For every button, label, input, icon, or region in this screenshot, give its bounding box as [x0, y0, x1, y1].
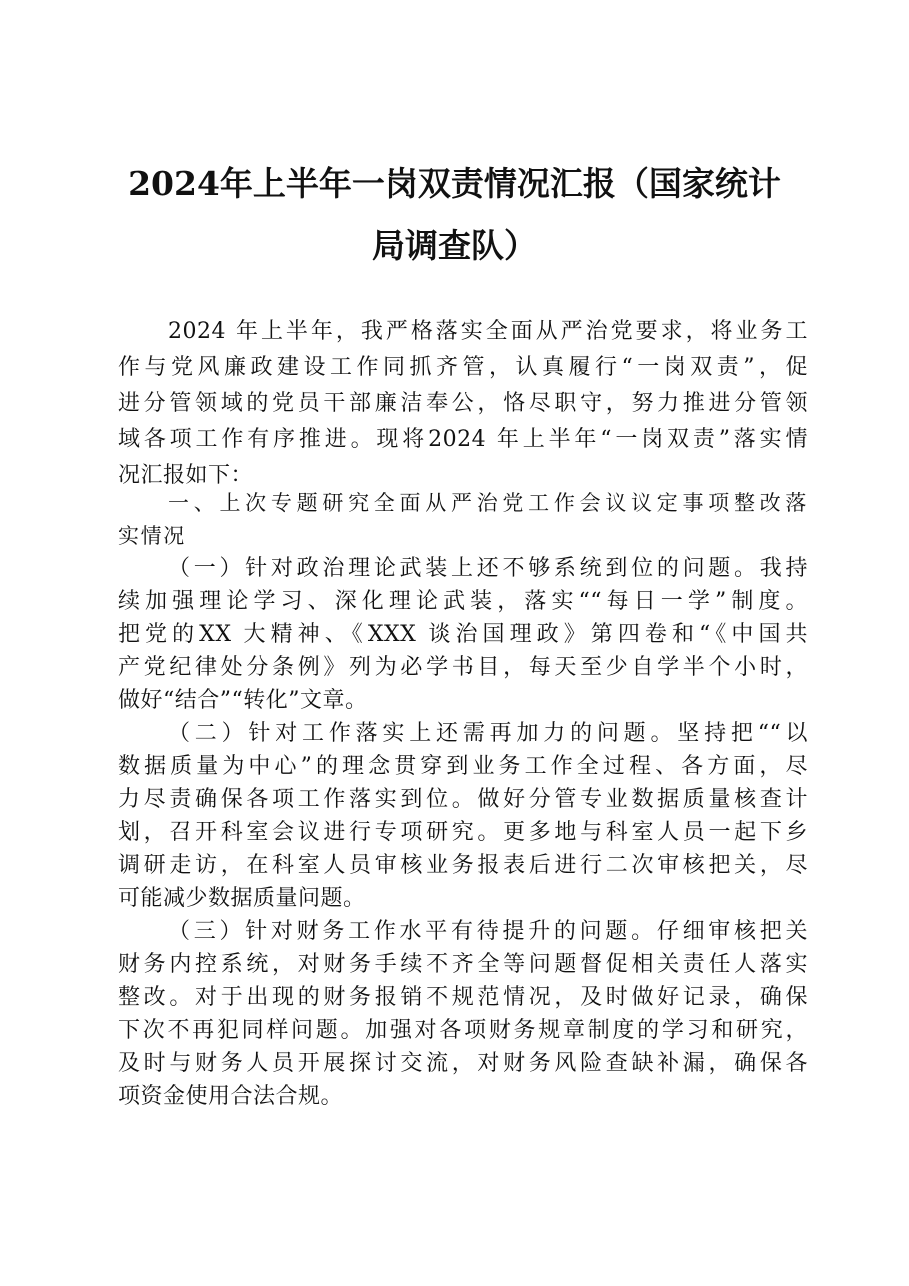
- item-1-line: 产党纪律处分条例》列为必学书目，每天至少自学半个小时，: [118, 655, 808, 680]
- intro-line: 2024 年上半年，我严格落实全面从严治党要求，将业务工: [168, 319, 808, 344]
- section-heading: 实情况: [118, 524, 186, 548]
- document-title-line-1: 2024年上半年一岗双责情况汇报（国家统计: [128, 164, 781, 203]
- item-3-line: 整改。对于出现的财务报销不规范情况，及时做好记录，确保: [118, 985, 808, 1010]
- item-1-line: 把党的XX 大精神、《XXX 谈治国理政》第四卷和“《中国共: [118, 622, 808, 647]
- item-1-line: 做好“结合”“转化”文章。: [118, 688, 368, 713]
- item-3-line: （三）针对财务工作水平有待提升的问题。仔细审核把关: [168, 919, 808, 944]
- item-2-line: 划，召开科室会议进行专项研究。更多地与科室人员一起下乡: [118, 820, 808, 845]
- item-3-line: 项资金使用合法合规。: [118, 1084, 344, 1109]
- item-2-line: 调研走访，在科室人员审核业务报表后进行二次审核把关，尽: [118, 853, 808, 878]
- section-heading: 一、上次专题研究全面从严治党工作会议议定事项整改落: [168, 491, 808, 515]
- item-3-line: 及时与财务人员开展探讨交流，对财务风险查缺补漏，确保各: [118, 1051, 808, 1076]
- intro-line: 作与党风廉政建设工作同抓齐管，认真履行“一岗双责”，促: [118, 355, 808, 380]
- document-title-line-2: 局调查队）: [372, 226, 537, 265]
- item-2-line: 可能减少数据质量问题。: [118, 886, 366, 911]
- item-2-line: （二）针对工作落实上还需再加力的问题。坚持把““以: [168, 721, 808, 746]
- item-3-line: 财务内控系统，对财务手续不齐全等问题督促相关责任人落实: [118, 952, 808, 977]
- intro-line: 域各项工作有序推进。现将2024 年上半年“一岗双责”落实情: [118, 427, 808, 452]
- item-3-line: 下次不再犯同样问题。加强对各项财务规章制度的学习和研究，: [118, 1018, 808, 1043]
- intro-line: 况汇报如下：: [118, 463, 254, 488]
- item-1-line: （一）针对政治理论武装上还不够系统到位的问题。我持: [168, 556, 808, 581]
- item-1-line: 续加强理论学习、深化理论武装，落实““每日一学”制度。: [118, 589, 808, 614]
- item-2-line: 力尽责确保各项工作落实到位。做好分管专业数据质量核查计: [118, 787, 808, 812]
- intro-line: 进分管领域的党员干部廉洁奉公，恪尽职守，努力推进分管领: [118, 391, 808, 416]
- item-2-line: 数据质量为中心”的理念贯穿到业务工作全过程、各方面，尽: [118, 754, 808, 779]
